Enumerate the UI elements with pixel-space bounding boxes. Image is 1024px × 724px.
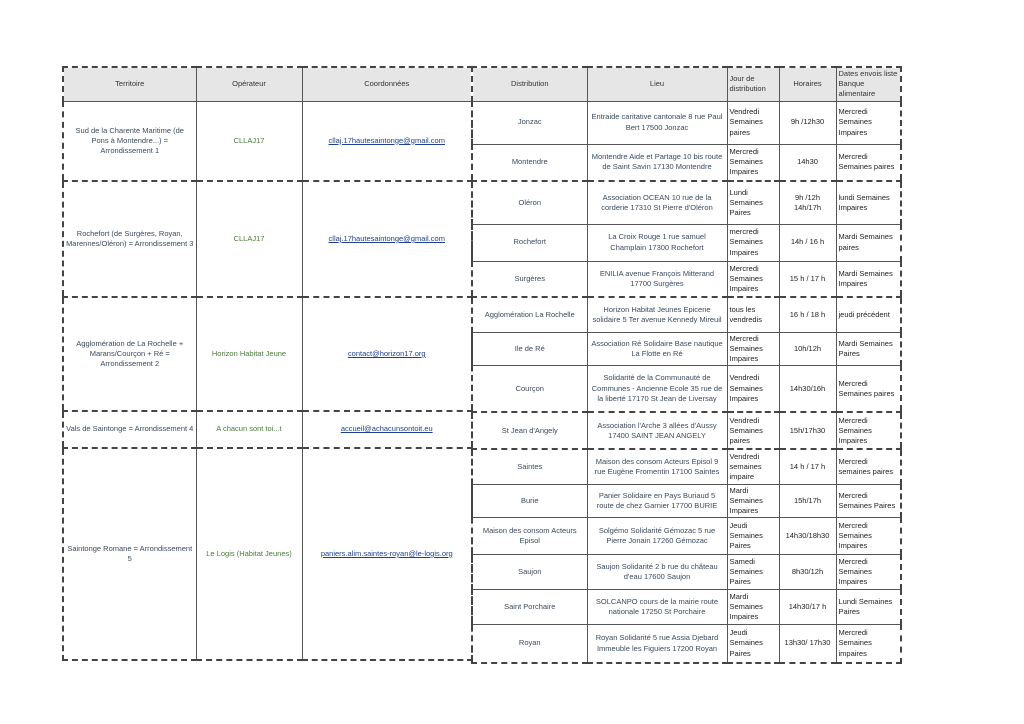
distribution-table: [471, 66, 902, 664]
distribution-cell: Maison des consom Acteurs Episol: [472, 518, 587, 555]
dates-cell: Mardi Semaines paires: [836, 224, 901, 261]
header-dates: Dates envois liste Banque alimentaire: [836, 67, 901, 101]
lieu-cell: Solidarité de la Communauté de Communes - Ancienne Ecole 35 rue de la liberté 17170 St Jean de Liversay: [587, 365, 727, 412]
operateur-cell: Horizon Habitat Jeune: [196, 297, 302, 411]
dates-cell: Mercredi Semaines Paires: [836, 484, 901, 517]
jour-cell: Vendredi Semaines paires: [727, 101, 779, 144]
lieu-cell: Association Ré Solidaire Base nautique La Flotte en Ré: [587, 332, 727, 365]
dates-cell: Mercredi Semaines Impaires: [836, 412, 901, 449]
dates-cell: Mercredi Semaines paires: [836, 144, 901, 181]
lieu-cell: Montendre Aide et Partage 10 bis route de Saint Savin 17130 Montendre: [587, 144, 727, 181]
jour-cell: tous les vendredis: [727, 297, 779, 332]
horaires-cell: 14h30/17 h: [779, 590, 836, 625]
lieu-cell: Panier Solidaire en Pays Buriaud 5 route de chez Garnier 17700 BURIE: [587, 484, 727, 517]
table-row: [63, 101, 472, 181]
lieu-cell: La Croix Rouge 1 rue samuel Champlain 17300 Rochefort: [587, 224, 727, 261]
distribution-cell: Saintes: [472, 449, 587, 484]
dates-cell: Mercredi Semaines impaires: [836, 625, 901, 663]
table-row: [472, 181, 901, 224]
horaires-cell: 15h/17h: [779, 484, 836, 517]
jour-cell: Samedi Semaines Paires: [727, 555, 779, 590]
table-row: [63, 181, 472, 297]
territoire-cell: Sud de la Charente Maritime (de Pons à Montendre...) = Arrondissement 1: [63, 101, 196, 181]
header-jour: Jour de distribution: [727, 67, 779, 101]
header-territoire: Territoire: [63, 67, 196, 101]
jour-cell: Mardi Semaines Impaires: [727, 590, 779, 625]
distribution-cell: Rochefort: [472, 224, 587, 261]
table-row: [472, 365, 901, 412]
territory-table: [62, 66, 473, 661]
dates-cell: Mercredi Semaines paires: [836, 365, 901, 412]
table-row: [472, 555, 901, 590]
horaires-cell: 14 h / 17 h: [779, 449, 836, 484]
distribution-cell: Royan: [472, 625, 587, 663]
dates-cell: jeudi précédent: [836, 297, 901, 332]
operateur-cell: A chacun sont toi...t: [196, 411, 302, 448]
horaires-cell: 14h30: [779, 144, 836, 181]
jour-cell: Lundi Semaines Paires: [727, 181, 779, 224]
table-row: [63, 448, 472, 660]
table-row: [472, 144, 901, 181]
header-lieu: Lieu: [587, 67, 727, 101]
horaires-cell: 9h /12h30: [779, 101, 836, 144]
lieu-cell: Association OCEAN 10 rue de la corderie 17310 St Pierre d'Oléron: [587, 181, 727, 224]
territoire-cell: Saintonge Romane = Arrondissement 5: [63, 448, 196, 660]
header-coordonnees: Coordonnées: [302, 67, 472, 101]
jour-cell: Mercredi Semaines Impaires: [727, 144, 779, 181]
table-row: [472, 297, 901, 332]
distribution-cell: Oléron: [472, 181, 587, 224]
table-row: [472, 224, 901, 261]
territoire-cell: Vals de Saintonge = Arrondissement 4: [63, 411, 196, 448]
lieu-cell: Solgémo Solidarité Gémozac 5 rue Pierre Jonain 17260 Gémozac: [587, 518, 727, 555]
lieu-cell: ENILIA avenue François Mitterand 17700 Surgères: [587, 261, 727, 297]
jour-cell: Mardi Semaines Impaires: [727, 484, 779, 517]
territoire-cell: Rochefort (de Surgères, Royan, Marennes/Oléron) = Arrondissement 3: [63, 181, 196, 297]
distribution-cell: Surgères: [472, 261, 587, 297]
email-link[interactable]: cllaj.17hautesaintonge@gmail.com: [328, 233, 445, 243]
horaires-cell: 14h30/16h: [779, 365, 836, 412]
header-distribution: Distribution: [472, 67, 587, 101]
jour-cell: Mercredi Semaines Impaires: [727, 261, 779, 297]
distribution-cell: St Jean d'Angely: [472, 412, 587, 449]
table-row: [472, 449, 901, 484]
header-horaires: Horaires: [779, 67, 836, 101]
table-row: [472, 484, 901, 517]
territoire-cell: Agglomération de La Rochelle + Marans/Courçon + Ré = Arrondissement 2: [63, 297, 196, 411]
jour-cell: Vendredi Semaines paires: [727, 412, 779, 449]
lieu-cell: Association l'Arche 3 allées d'Aussy 17400 SAINT JEAN ANGELY: [587, 412, 727, 449]
dates-cell: lundi Semaines Impaires: [836, 181, 901, 224]
jour-cell: Vendredi Semaines Impaires: [727, 365, 779, 412]
table-row: [472, 412, 901, 449]
distribution-cell: Saujon: [472, 555, 587, 590]
email-link[interactable]: cllaj.17hautesaintonge@gmail.com: [328, 135, 445, 145]
lieu-cell: Royan Solidarité 5 rue Assia Djebard Immeuble les Figuiers 17200 Royan: [587, 625, 727, 663]
jour-cell: Mercredi Semaines Impaires: [727, 332, 779, 365]
email-link[interactable]: contact@horizon17.org: [347, 348, 426, 358]
distribution-cell: Saint Porchaire: [472, 590, 587, 625]
horaires-cell: 15h/17h30: [779, 412, 836, 449]
distribution-cell: Ile de Ré: [472, 332, 587, 365]
operateur-cell: Le Logis (Habitat Jeunes): [196, 448, 302, 660]
lieu-cell: Maison des consom Acteurs Episol 9 rue Eugène Fromentin 17100 Saintes: [587, 449, 727, 484]
jour-cell: Jeudi Semaines Paires: [727, 625, 779, 663]
distribution-cell: Agglomération La Rochelle: [472, 297, 587, 332]
horaires-cell: 13h30/ 17h30: [779, 625, 836, 663]
lieu-cell: Saujon Solidarité 2 b rue du château d'eau 17600 Saujon: [587, 555, 727, 590]
table-row: [472, 518, 901, 555]
dates-cell: Mercredi Semaines Impaires: [836, 518, 901, 555]
dates-cell: Mercredi semaines paires: [836, 449, 901, 484]
jour-cell: Vendredi semaines impaire: [727, 449, 779, 484]
horaires-cell: 8h30/12h: [779, 555, 836, 590]
jour-cell: mercredi Semaines Impaires: [727, 224, 779, 261]
operateur-cell: CLLAJ17: [196, 181, 302, 297]
dates-cell: Mardi Semaines Impaires: [836, 261, 901, 297]
table-row: [472, 261, 901, 297]
jour-cell: Jeudi Semaines Paires: [727, 518, 779, 555]
table-row: [472, 332, 901, 365]
table-row: [472, 590, 901, 625]
horaires-cell: 14h30/18h30: [779, 518, 836, 555]
table-row: [63, 411, 472, 448]
horaires-cell: 15 h / 17 h: [779, 261, 836, 297]
table-row: [472, 625, 901, 663]
table-row: [472, 101, 901, 144]
lieu-cell: Entraide caritative cantonale 8 rue Paul Bert 17500 Jonzac: [587, 101, 727, 144]
header-operateur: Opérateur: [196, 67, 302, 101]
horaires-cell: 14h / 16 h: [779, 224, 836, 261]
table-row: [63, 297, 472, 411]
dates-cell: Mardi Semaines Paires: [836, 332, 901, 365]
distribution-cell: Montendre: [472, 144, 587, 181]
lieu-cell: Horizon Habitat Jeunes Epicerie solidaire 5 Ter avenue Kennedy Mireuil: [587, 297, 727, 332]
distribution-cell: Jonzac: [472, 101, 587, 144]
dates-cell: Mercredi Semaines Impaires: [836, 101, 901, 144]
horaires-cell: 10h/12h: [779, 332, 836, 365]
operateur-cell: CLLAJ17: [196, 101, 302, 181]
lieu-cell: SOLCANPO cours de la mairie route nationale 17250 St Porchaire: [587, 590, 727, 625]
dates-cell: Mercredi Semaines Impaires: [836, 555, 901, 590]
email-link[interactable]: paniers.alim.saintes-royan@le-logis.org: [320, 548, 453, 558]
dates-cell: Lundi Semaines Paires: [836, 590, 901, 625]
email-link[interactable]: accueil@achacunsontoit.eu: [340, 424, 433, 434]
horaires-cell: 16 h / 18 h: [779, 297, 836, 332]
horaires-cell: 9h /12h 14h/17h: [779, 181, 836, 224]
distribution-cell: Burie: [472, 484, 587, 517]
distribution-cell: Courçon: [472, 365, 587, 412]
